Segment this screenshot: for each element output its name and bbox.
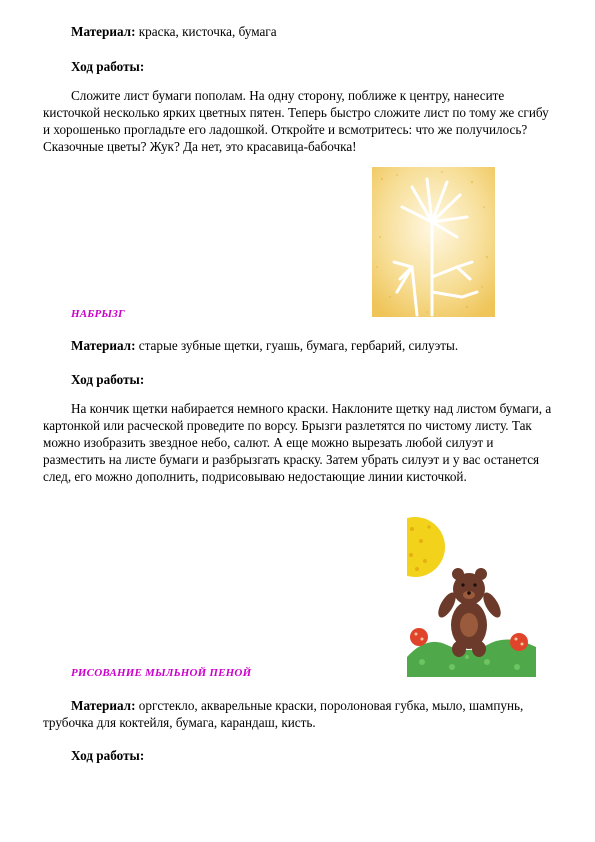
material-label: Материал: [71,338,136,353]
bear-painting-graphic [407,517,536,677]
material-text: оргстекло, акварельные краски, поролоновая губка, мыло, шампунь, трубочка для коктейля, бумага, карандаш, кисть. [43,698,524,730]
bear-painting-image [407,517,536,677]
procedure-title: Ход работы: [71,59,145,74]
procedure-title: Ход работы: [71,372,145,387]
spatter-flowers-image [372,167,495,317]
spatter-flowers-graphic [372,167,495,317]
material-label: Материал: [71,698,136,713]
procedure-title: Ход работы: [71,748,145,763]
section-heading-soap-foam: РИСОВАНИЕ МЫЛЬНОЙ ПЕНОЙ [71,667,252,679]
material-line-3 [43,697,553,731]
material-text: старые зубные щетки, гуашь, бумага, гербарий, силуэты. [138,338,459,353]
procedure-body-2: На кончик щетки набирается немного краски. Наклоните щетку над листом бумаги, а картонкой или расческой проведите по ворсу. Брызги разлетятся по чистому листу. Так можно изобразить звездное небо, салют. А еще можно вырезать любой силуэт и разместить на листе бумаги и разбрызгать краску. Затем убрать силуэт и у вас останется след, его можно дополнить, подрисовываю недостающие линии кисточкой. [43,401,552,484]
material-text: краска, кисточка, бумага [138,24,277,39]
material-line-2 [71,337,551,354]
material-line-1 [71,23,551,40]
procedure-body-1: Сложите лист бумаги пополам. На одну сторону, поближе к центру, нанесите кисточкой несколько ярких цветных пятен. Теперь быстро сложите лист по тому же сгибу и хорошенько прогладьте его ладошкой. Откройте и всмотритесь: что же получилось? Сказочные цветы? Жук? Да нет, это красавица-бабочка! [43,88,549,154]
section-heading-spatter: НАБРЫЗГ [71,308,125,320]
material-label: Материал: [71,24,136,39]
